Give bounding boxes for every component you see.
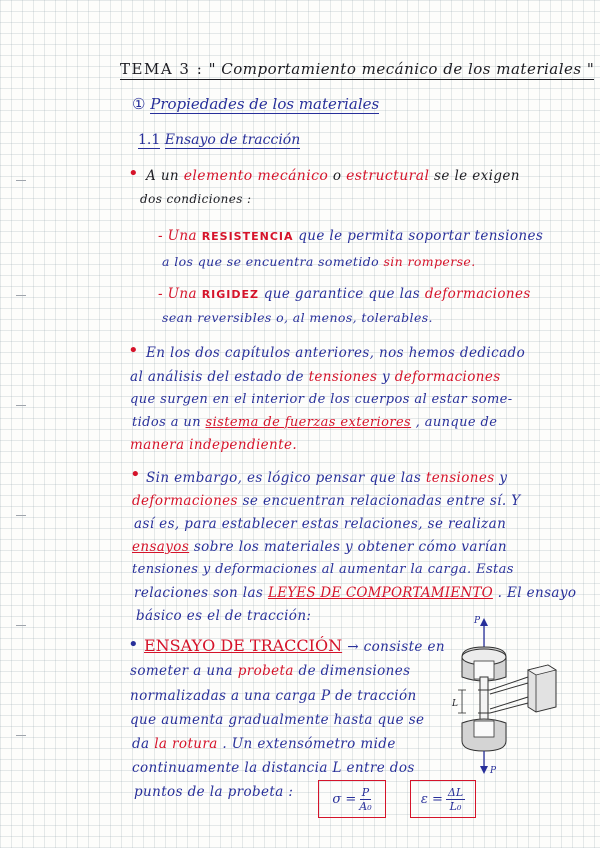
p3-line1: Sin embargo, es lógico pensar que las tensiones y	[146, 470, 508, 486]
section-number: ①	[132, 95, 146, 113]
tensile-test-diagram	[440, 615, 565, 775]
bullet: •	[128, 634, 139, 655]
p3-line7: básico es el de tracción:	[136, 608, 312, 624]
strain-numerator: ΔL	[447, 785, 464, 799]
p1-item-resistencia-line2: a los que se encuentra sometido sin romperse.	[162, 254, 476, 269]
p4-line5: da la rotura . Un extensómetro mide	[132, 736, 396, 752]
subsection-heading	[138, 132, 300, 148]
stress-denominator: A₀	[359, 799, 372, 813]
margin-tick	[16, 405, 26, 406]
strain-denominator: L₀	[449, 799, 462, 813]
p4-line6: continuamente la distancia L entre dos	[132, 760, 415, 776]
p1-item-resistencia: - Una RESISTENCIA que le permita soportar tensiones	[158, 228, 544, 244]
margin-tick	[16, 515, 26, 516]
load-label-bottom: P	[490, 766, 497, 775]
section-heading	[132, 95, 379, 113]
strain-formula	[410, 780, 476, 818]
stress-formula	[318, 780, 386, 818]
p2-line5: manera independiente.	[130, 437, 298, 453]
p4-line4: que aumenta gradualmente hasta que se	[130, 712, 425, 728]
p4-line1: ENSAYO DE TRACCIÓN → consiste en	[144, 636, 445, 655]
p4-line2: someter a una probeta de dimensiones	[130, 663, 411, 679]
margin-tick	[16, 735, 26, 736]
stress-numerator: P	[361, 785, 370, 799]
section-label: Propiedades de los materiales	[150, 95, 380, 113]
title-tema: TEMA 3 :	[120, 60, 204, 78]
margin-tick	[16, 295, 26, 296]
p4-line3: normalizadas a una carga P de tracción	[130, 688, 417, 704]
title-subject: " Comportamiento mecánico de los materiales "	[208, 60, 595, 78]
p3-line5: tensiones y deformaciones al aumentar la carga. Estas	[132, 562, 514, 577]
bullet: •	[130, 464, 141, 485]
p1-line1: A un elemento mecánico o estructural se le exigen	[146, 168, 520, 184]
subsection-label: Ensayo de tracción	[164, 132, 301, 148]
p4-line7: puntos de la probeta :	[134, 784, 294, 800]
p1-line2: dos condiciones :	[140, 192, 252, 206]
margin-tick	[16, 180, 26, 181]
stress-lhs: σ =	[332, 791, 357, 807]
p1-item-rigidez-line2: sean reversibles o, al menos, tolerables.	[162, 310, 433, 325]
p2-line3: que surgen en el interior de los cuerpos al estar some-	[130, 392, 513, 407]
bullet: •	[128, 163, 139, 184]
p3-line6: relaciones son las LEYES DE COMPORTAMIENTO . El ensayo	[134, 585, 577, 601]
page-title	[120, 60, 594, 80]
p3-line3: así es, para establecer estas relaciones, se realizan	[134, 516, 507, 532]
load-label-top: P	[473, 616, 480, 626]
p2-line1: En los dos capítulos anteriores, nos hemos dedicado	[146, 345, 526, 361]
p2-line4: tidos a un sistema de fuerzas exteriores , aunque de	[132, 415, 498, 430]
margin-tick	[16, 625, 26, 626]
length-label: L	[452, 699, 458, 709]
p1-item-rigidez: - Una RIGIDEZ que garantice que las deformaciones	[158, 286, 531, 302]
p3-line2: deformaciones se encuentran relacionadas entre sí. Y	[132, 493, 521, 509]
subsection-number: 1.1	[138, 132, 161, 148]
p3-line4: ensayos sobre los materiales y obtener cómo varían	[132, 539, 507, 555]
bullet: •	[128, 340, 139, 361]
p2-line2: al análisis del estado de tensiones y deformaciones	[130, 369, 501, 385]
strain-lhs: ε =	[420, 791, 443, 807]
